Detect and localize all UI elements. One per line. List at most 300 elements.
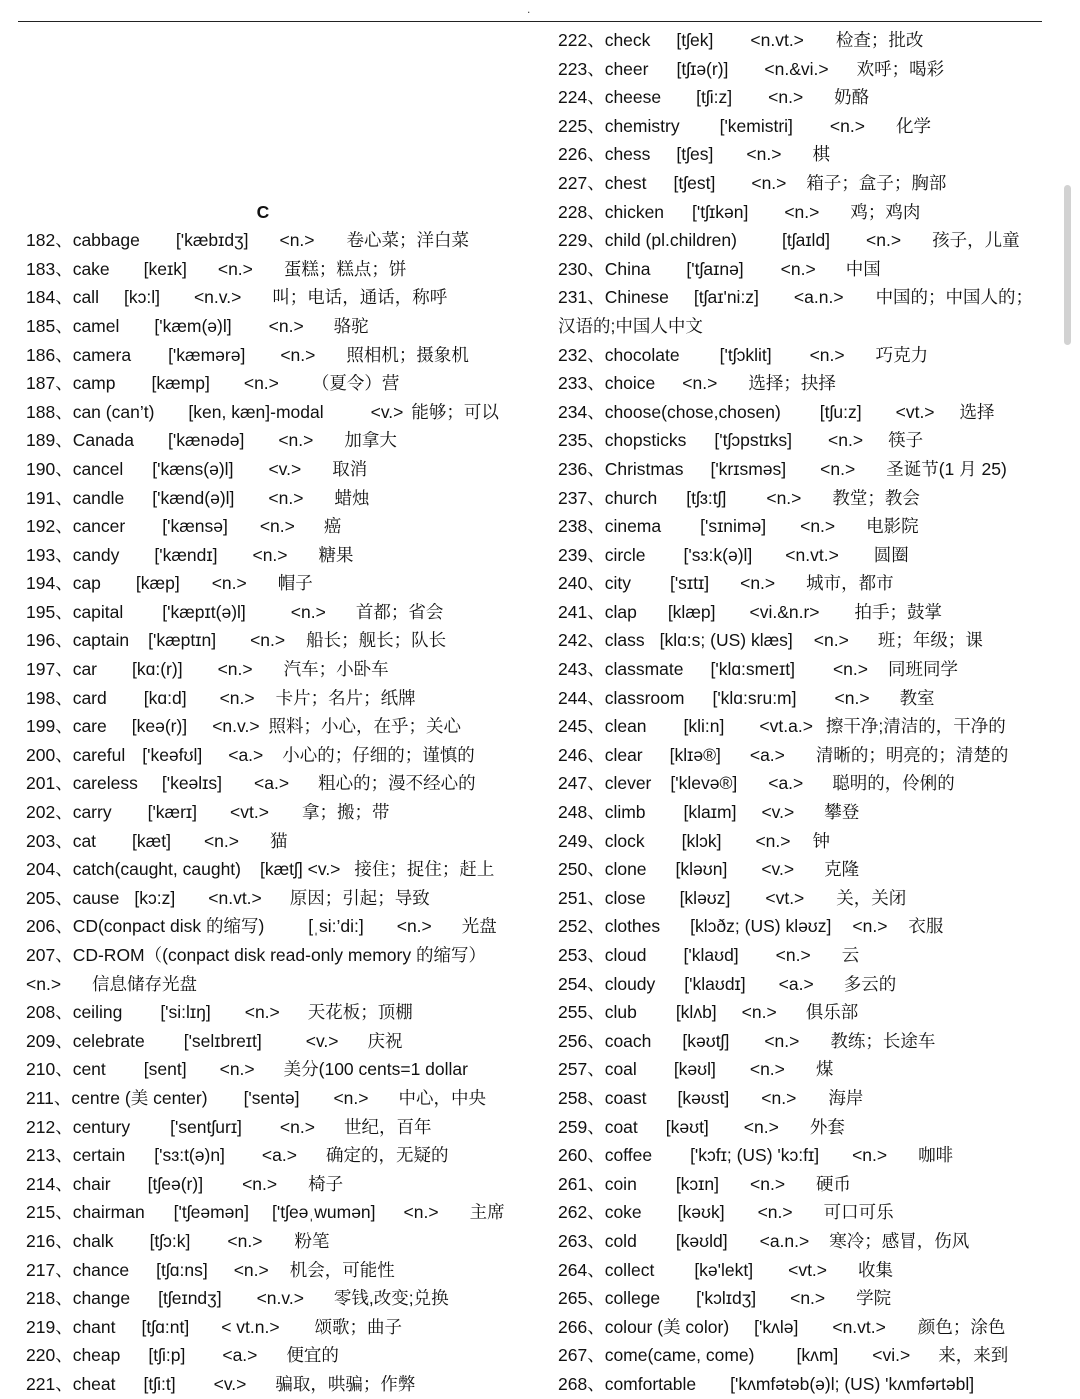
entry-phonetic: ['keəfʊl] [142, 744, 203, 765]
entry-line [550, 684, 1060, 713]
entry-pos: <a.> [222, 1345, 258, 1366]
entry-phonetic: ['kæpɪt(ə)l] [162, 601, 246, 622]
entry-pos: <n.> [280, 344, 316, 365]
entry-word: 242、class [558, 630, 645, 651]
entry-pos: <n.> [268, 487, 304, 508]
entry-meaning: 寒冷；感冒，伤风 [829, 1230, 970, 1251]
entry-meaning: 中国的；中国人的； [875, 287, 1034, 308]
entry-pos: <v.> [370, 401, 404, 422]
entry-meaning: 小心的；仔细的；谨慎的 [282, 744, 475, 765]
entry-phonetic: ['sentə] [243, 1087, 300, 1108]
entry-phonetic: ['keəlɪs] [161, 773, 223, 794]
entry-line [18, 1227, 518, 1256]
entry-line [18, 855, 518, 884]
entry-line [18, 626, 518, 655]
entry-pos: <n.> [751, 172, 787, 193]
entry-meaning: 学院 [856, 1288, 892, 1309]
entry-phonetic: [tʃɜ:tʃ] [686, 487, 727, 508]
entry-pos: <a.> [261, 1145, 297, 1166]
entry-meaning: 猫 [270, 830, 288, 851]
entry-pos: ['tʃeəˌwumən] [272, 1202, 376, 1223]
entry-pos: <vt.> [788, 1259, 828, 1280]
entry-phonetic: [klʌb] [675, 1002, 717, 1023]
entry-phonetic: ['klɑ:sru:m] [712, 687, 797, 708]
entry-pos: <vt.a.> [759, 716, 813, 737]
entry-meaning: 检查；批改 [835, 30, 924, 50]
entry-phonetic: ['tʃɔklit] [719, 344, 772, 365]
entry-word: 256、coach [558, 1030, 652, 1051]
section-heading: C [256, 201, 270, 222]
entry-pos: <n.v.> [256, 1288, 304, 1309]
entry-phonetic: ['kænədə] [168, 430, 245, 451]
entry-line [550, 169, 1060, 198]
entry-meaning: 衣服 [908, 916, 944, 937]
entry-line [18, 1370, 518, 1399]
entry-word: 248、climb [558, 802, 646, 823]
entry-phonetic: 信息储存光盘 [92, 973, 198, 994]
entry-word: 240、city [558, 573, 631, 594]
entry-meaning: 粗心的；漫不经心的 [318, 773, 476, 794]
entry-meaning: 叫；电话，通话，称呼 [272, 287, 448, 308]
entry-phonetic: [kəʊld] [675, 1230, 728, 1251]
entry-phonetic: ['kæbɪdʒ] [175, 230, 249, 251]
entry-meaning: 克隆 [824, 859, 860, 880]
entry-phonetic: [klɔðz; (US) kləʊz] [690, 916, 832, 937]
entry-pos: < vt.n.> [221, 1316, 280, 1337]
entry-meaning: 颜色；涂色 [917, 1316, 1006, 1337]
entry-line [550, 455, 1060, 484]
entry-pos: <a.> [778, 973, 814, 994]
entry-word: 223、cheer [558, 58, 649, 79]
entry-pos: <n.> [279, 1116, 315, 1137]
entry-line [18, 1055, 518, 1084]
entry-pos: <n.vt.> [750, 30, 804, 50]
entry-phonetic: ['kænd(ə)l] [152, 487, 235, 508]
entry-meaning: 擦干净;清洁的，干净的 [825, 716, 1006, 737]
entry-pos: <n.> [211, 573, 247, 594]
entry-word: 220、cheap [26, 1345, 121, 1366]
entry-meaning: （夏令）营 [311, 373, 400, 394]
entry-line [550, 83, 1060, 112]
entry-word: 257、coal [558, 1059, 637, 1080]
entry-phonetic: [tʃɔ:k] [149, 1230, 191, 1251]
entry-phonetic: ['klaʊd] [683, 945, 739, 965]
entry-meaning: 美分(100 cents=1 dollar [283, 1059, 468, 1080]
entry-word: 254、cloudy [558, 973, 656, 994]
entry-line [18, 455, 518, 484]
entry-phonetic: [kə'lekt] [694, 1259, 754, 1280]
entry-phonetic: ['tʃaɪnə] [686, 258, 744, 279]
entry-phonetic: ['si:lɪŋ] [160, 1002, 211, 1023]
right-column [550, 26, 1060, 1399]
entry-line [550, 140, 1060, 169]
entry-pos: <n.> [217, 258, 253, 279]
entry-line [550, 798, 1060, 827]
entry-meaning: 钟 [812, 830, 830, 851]
entry-word: 217、chance [26, 1259, 130, 1280]
entry-line [18, 884, 518, 913]
entry-word: 188、can (can’t) [26, 401, 155, 422]
entry-word: 265、college [558, 1288, 661, 1309]
entry-word: 233、choice [558, 373, 656, 394]
entry-word: 225、chemistry [558, 115, 680, 136]
entry-pos: <v.> [761, 859, 795, 880]
entry-phonetic: [klæp] [667, 601, 716, 622]
entry-line [18, 598, 518, 627]
entry-phonetic: [kləʊz] [679, 887, 731, 908]
entry-word: 229、child (pl.children) [558, 230, 737, 251]
entry-line [18, 798, 518, 827]
entry-phonetic: [tʃi:t] [143, 1373, 176, 1394]
entry-phonetic: [kæmp] [151, 373, 210, 394]
entry-phonetic: ['kæm(ə)l] [154, 315, 232, 336]
entry-phonetic: [tʃest] [673, 172, 716, 193]
entry-line [550, 255, 1060, 284]
entry-phonetic: [keɪk] [143, 258, 187, 279]
entry-pos: <a.n.> [759, 1230, 810, 1251]
entry-phonetic: [kləʊn] [675, 859, 728, 880]
entry-word: 186、camera [26, 344, 132, 365]
entry-line [550, 655, 1060, 684]
entry-line [18, 1256, 518, 1285]
entry-meaning: 船长；舰长；队长 [306, 630, 447, 651]
entry-word: 192、cancer [26, 516, 126, 537]
entry-pos: <v.> [305, 1030, 339, 1051]
entry-phonetic: ['sɜ:t(ə)n] [154, 1145, 225, 1166]
entry-word: 235、chopsticks [558, 430, 687, 451]
entry-meaning: 咖啡 [918, 1145, 954, 1166]
entry-pos: <a.> [768, 773, 804, 794]
entry-phonetic: [kɔɪn] [675, 1173, 719, 1194]
entry-line [550, 827, 1060, 856]
entry-word: <n.> [26, 973, 62, 994]
entry-meaning: 帽子 [277, 573, 313, 594]
entry-line [550, 26, 1060, 55]
entry-pos: <n.> [761, 1087, 797, 1108]
entry-line [18, 283, 518, 312]
entry-pos: <a.> [749, 744, 785, 765]
entry-meaning: 拍手；鼓掌 [854, 601, 943, 622]
entry-pos: <n.> [828, 430, 864, 451]
vertical-scrollbar[interactable] [1064, 185, 1071, 345]
entry-word: 231、Chinese [558, 287, 669, 308]
page-marker: . [527, 2, 531, 16]
entry-phonetic: ['kɔlɪdʒ] [696, 1288, 757, 1309]
entry-word: 216、chalk [26, 1230, 114, 1251]
entry-pos: <n.&vi.> [764, 58, 829, 79]
entry-word: 196、captain [26, 630, 130, 651]
entry-phonetic: [kæt] [132, 830, 171, 851]
entry-meaning: 便宜的 [286, 1345, 339, 1366]
entry-word: 228、chicken [558, 201, 665, 222]
entry-pos: <vt.> [895, 401, 935, 422]
entry-meaning: 原因；引起；导致 [289, 887, 430, 908]
entry-line [18, 312, 518, 341]
entry-pos: <n.> [268, 315, 304, 336]
entry-meaning: 中国 [845, 258, 881, 279]
entry-phonetic: ['sentʃurɪ] [170, 1116, 242, 1137]
entry-line [18, 341, 518, 370]
entry-phonetic: [kəʊk] [677, 1202, 725, 1223]
entry-line [18, 1341, 518, 1370]
entry-pos: <n.> [219, 1059, 255, 1080]
entry-line [18, 1284, 518, 1313]
entry-line [550, 884, 1060, 913]
entry-line [550, 1055, 1060, 1084]
entry-phonetic: [tʃu:z] [819, 401, 862, 422]
entry-meaning: 世纪，百年 [343, 1116, 432, 1137]
entry-line [550, 1113, 1060, 1142]
entry-pos: <n.> [217, 659, 253, 680]
entry-meaning: 硬币 [816, 1173, 852, 1194]
entry-word: 200、careful [26, 744, 126, 765]
entry-line [550, 1256, 1060, 1285]
entry-line [18, 1113, 518, 1142]
entry-word: 232、chocolate [558, 344, 680, 365]
entry-phonetic: ['kændɪ] [154, 544, 218, 565]
entry-meaning: 零钱,改变;兑换 [333, 1288, 449, 1309]
entry-word: 198、card [26, 687, 107, 708]
entry-pos: <n.> [396, 916, 432, 937]
entry-pos: <n.> [219, 687, 255, 708]
entry-phonetic: ['tʃeəmən] [173, 1202, 249, 1223]
entry-line [18, 369, 518, 398]
entry-pos: <n.v.> [212, 716, 260, 737]
entry-meaning: 孩子，儿童 [932, 230, 1020, 251]
entry-line [18, 1084, 518, 1113]
entry-meaning: 棋 [812, 144, 830, 165]
entry-pos: <n.> [866, 230, 902, 251]
entry-phonetic: [tʃi:p] [148, 1345, 186, 1366]
entry-phonetic: [klɑ:s; (US) klæs] [659, 630, 793, 651]
entry-line [550, 1370, 1060, 1399]
entry-word: 227、chest [558, 172, 647, 193]
entry-meaning: 汽车；小卧车 [283, 659, 389, 680]
entry-word: 201、careless [26, 773, 138, 794]
entry-phonetic: [kəʊst] [677, 1087, 730, 1108]
entry-word: 239、circle [558, 544, 646, 565]
entry-meaning: 海岸 [828, 1087, 864, 1108]
entry-phonetic: [sent] [143, 1059, 187, 1080]
entry-phonetic: [kəʊt] [665, 1116, 709, 1137]
entry-line [550, 541, 1060, 570]
entry-word: 241、clap [558, 601, 637, 622]
entry-line [18, 255, 518, 284]
entry-meaning: 奶酪 [834, 87, 870, 108]
entry-pos: <n.vt.> [208, 887, 262, 908]
entry-pos: <a.> [228, 744, 264, 765]
entry-word: 245、clean [558, 716, 647, 737]
entry-pos: <n.> [244, 1002, 280, 1023]
entry-phonetic: [klɪə®] [669, 744, 721, 765]
entry-line [18, 398, 518, 427]
entry-pos: <n.> [233, 1259, 269, 1280]
entry-meaning: 圆圈 [873, 544, 909, 565]
entry-phonetic: ['kæmərə] [168, 344, 246, 365]
entry-meaning: 教练；长途车 [830, 1030, 936, 1051]
entry-word: 230、China [558, 258, 651, 279]
entry-word: 汉语的;中国人中文 [558, 315, 703, 336]
entry-meaning: 天花板；顶棚 [307, 1002, 413, 1023]
entry-word: 199、care [26, 716, 107, 737]
entry-meaning: 粉笔 [294, 1230, 330, 1251]
entry-line [18, 1198, 518, 1227]
entry-meaning: 蛋糕；糕点；饼 [283, 258, 407, 279]
entry-meaning: 鸡；鸡肉 [850, 201, 921, 222]
entry-word: 193、candy [26, 544, 120, 565]
entry-pos: <n.> [764, 1030, 800, 1051]
entry-word: 219、chant [26, 1316, 116, 1337]
entry-word: 214、chair [26, 1173, 111, 1194]
entry-pos: <n.> [749, 1059, 785, 1080]
entry-line [550, 226, 1060, 255]
entry-pos: <n.> [852, 1145, 888, 1166]
entry-meaning: 筷子 [888, 430, 924, 451]
entry-meaning: 清晰的；明亮的；清楚的 [815, 744, 1009, 765]
entry-extra: 主席 [469, 1202, 505, 1223]
entry-line [550, 1170, 1060, 1199]
entry-word: 187、camp [26, 373, 116, 394]
entry-pos: <n.> [852, 916, 888, 937]
entry-phonetic: ['klɑ:smeɪt] [710, 659, 795, 680]
entry-pos: <n.> [242, 1173, 278, 1194]
entry-word: 197、car [26, 659, 98, 680]
entry-meaning: 教堂；教会 [832, 487, 920, 508]
entry-pos: <n.> [768, 87, 804, 108]
entry-meaning: 城市，都市 [806, 573, 894, 594]
entry-line [18, 569, 518, 598]
entry-line [550, 341, 1060, 370]
entry-phonetic: [kɔ:l] [123, 287, 160, 308]
entry-pos: <vi.> [872, 1345, 911, 1366]
entry-pos: <n.> [832, 659, 868, 680]
entry-word: 194、cap [26, 573, 101, 594]
entry-phonetic: [tʃi:z] [696, 87, 733, 108]
entry-pos: <n.> [775, 945, 811, 965]
entry-meaning: 光盘 [461, 916, 497, 937]
entry-meaning: 拿；搬；带 [301, 802, 390, 823]
entry-phonetic: [tʃɑ:nt] [141, 1316, 190, 1337]
entry-phonetic: ['sɜ:k(ə)l] [683, 544, 753, 565]
entry-line [550, 970, 1060, 999]
entry-pos: <n.> [740, 573, 776, 594]
entry-pos: <n.> [790, 1288, 826, 1309]
entry-line [550, 998, 1060, 1027]
entry-line [18, 741, 518, 770]
entry-phonetic: [tʃɪə(r)] [676, 58, 729, 79]
entry-phonetic: [klaɪm] [683, 802, 737, 823]
entry-meaning: 糖果 [318, 544, 354, 565]
entry-pos: <n.> [750, 1173, 786, 1194]
entry-pos: <n.> [820, 458, 856, 479]
entry-word: 195、capital [26, 601, 124, 622]
entry-pos: <n.> [784, 201, 820, 222]
entry-meaning: 可口可乐 [823, 1202, 894, 1223]
entry-word: 258、coast [558, 1087, 647, 1108]
entry-phonetic: [tʃes] [676, 144, 714, 165]
entry-meaning: 欢呼；喝彩 [856, 58, 945, 79]
entry-phonetic: ['kæptɪn] [148, 630, 217, 651]
entry-word: 267、come(came, come) [558, 1345, 755, 1366]
entry-phonetic: [klɔk] [681, 830, 722, 851]
entry-line [18, 541, 518, 570]
entry-pos: <n.> [203, 830, 239, 851]
entry-meaning: 多云的 [843, 973, 897, 994]
entry-line [18, 1313, 518, 1342]
entry-phonetic: [keə(r)] [131, 716, 188, 737]
entry-line [550, 312, 1060, 341]
entry-pos: <n.> [290, 601, 326, 622]
entry-line [18, 226, 518, 255]
entry-pos: <n.> [800, 516, 836, 537]
entry-word: 222、check [558, 30, 651, 50]
entry-meaning: 确定的，无疑的 [325, 1145, 449, 1166]
entry-pos: <n.> [279, 230, 315, 251]
entry-word: 211、centre (美 center) [26, 1087, 208, 1108]
entry-pos: <n.> [813, 630, 849, 651]
entry-meaning: 圣诞节(1 月 25) [886, 458, 1007, 479]
entry-phonetic: [kætʃ] <v.> [260, 859, 341, 880]
entry-pos: <n.> [252, 544, 288, 565]
entry-word: 234、choose(chose,chosen) [558, 401, 781, 422]
entry-word: 243、classmate [558, 659, 684, 680]
entry-pos: <n.> [243, 373, 279, 394]
entry-line [550, 1141, 1060, 1170]
entry-phonetic: [tʃaɪld] [781, 230, 831, 251]
entry-word: 262、coke [558, 1202, 642, 1223]
entry-meaning: 照相机；摄象机 [346, 344, 469, 365]
entry-pos: <a.n.> [793, 287, 844, 308]
entry-meaning: 俱乐部 [805, 1002, 859, 1023]
entry-meaning: <n.> [403, 1202, 439, 1223]
entry-phonetic: ['kænsə] [162, 516, 228, 537]
entry-pos: 接住；捉住；赶上 [354, 859, 495, 880]
entry-phonetic: ['tʃɪkən] [692, 201, 749, 222]
entry-pos: <n.> [743, 1116, 779, 1137]
entry-line [550, 941, 1060, 970]
entry-word: 202、carry [26, 802, 112, 823]
entry-word: 226、chess [558, 144, 651, 165]
entry-line [550, 712, 1060, 741]
entry-word: 261、coin [558, 1173, 637, 1194]
left-column [18, 26, 518, 1399]
entry-word: 224、cheese [558, 87, 662, 108]
entry-meaning: 卡片；名片；纸牌 [275, 687, 416, 708]
entry-line [550, 1227, 1060, 1256]
entry-phonetic: ['sɪnimə] [700, 516, 767, 537]
entry-pos: <vt.> [765, 887, 805, 908]
entry-word: 252、clothes [558, 916, 661, 937]
entry-meaning: 卷心菜；洋白菜 [346, 230, 470, 251]
entry-phonetic: ['tʃɔpstɪks] [714, 430, 793, 451]
entry-line [550, 741, 1060, 770]
entry-word: 205、cause [26, 887, 120, 908]
entry-word: 238、cinema [558, 516, 662, 537]
entry-phonetic: ['kæns(ə)l] [152, 458, 234, 479]
entry-meaning: 煤 [815, 1059, 834, 1080]
entry-meaning: 教室 [899, 687, 935, 708]
entry-line [18, 1141, 518, 1170]
entry-phonetic: ['sɪtɪ] [669, 573, 710, 594]
entry-line [18, 941, 518, 970]
entry-word: 210、cent [26, 1059, 106, 1080]
entry-line [550, 1341, 1060, 1370]
entry-phonetic: <n.> [682, 373, 718, 394]
entry-line [550, 1313, 1060, 1342]
entry-line [550, 484, 1060, 513]
entry-pos: <n.> [834, 687, 870, 708]
entry-pos: <n.> [780, 258, 816, 279]
